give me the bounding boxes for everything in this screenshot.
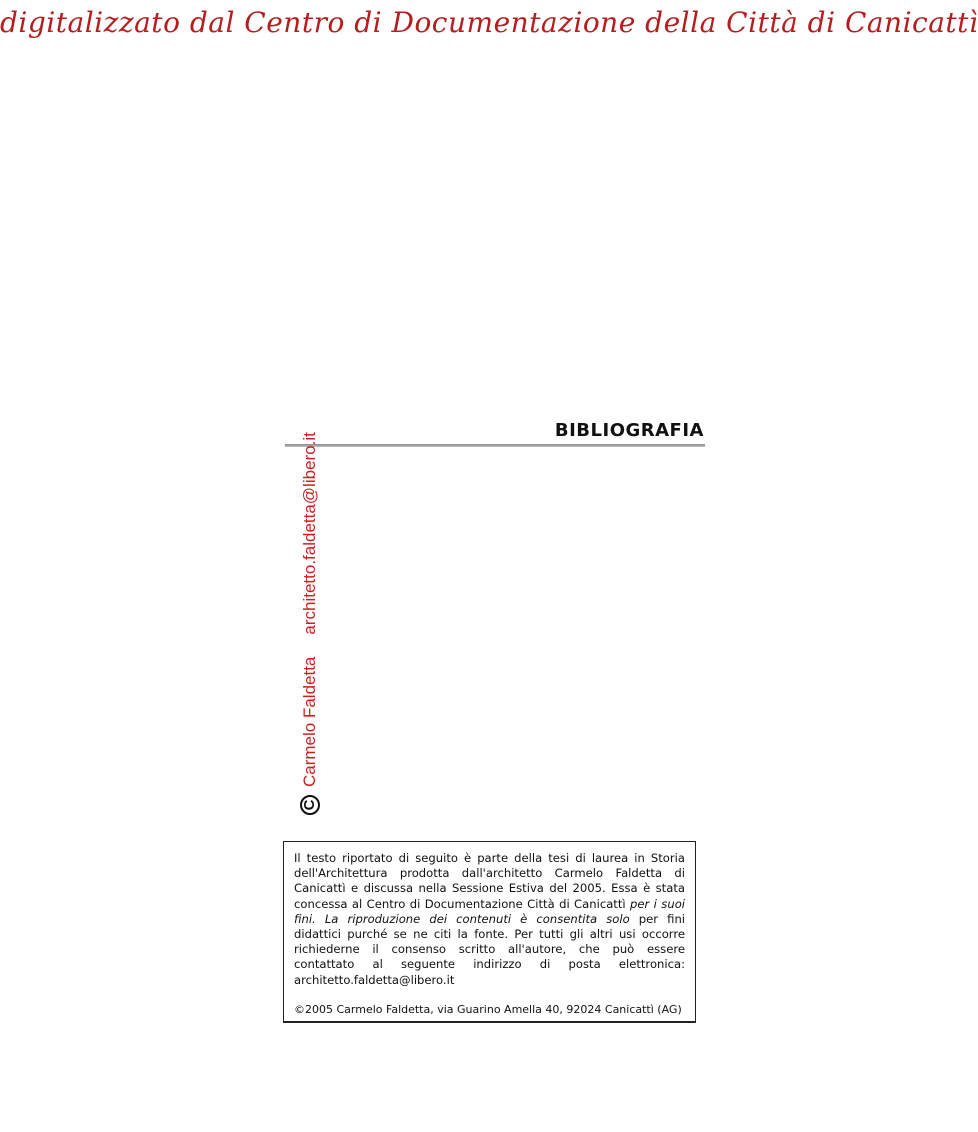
notice-text-italic: per i suoi fini. La riproduzione dei contenuti è consentita solo	[294, 896, 686, 926]
section-divider	[285, 444, 705, 447]
credit-author: Carmelo Faldetta	[300, 656, 319, 787]
digitization-banner: digitalizzato dal Centro di Documentazione della Città di Canicattì	[0, 6, 978, 39]
copyright-icon: C	[300, 795, 320, 815]
vertical-credit	[300, 432, 320, 815]
copyright-notice-box	[283, 841, 696, 1023]
notice-body	[294, 851, 685, 988]
section-title: BIBLIOGRAFIA	[554, 420, 704, 441]
credit-email: architetto.faldetta@libero.it	[300, 432, 319, 635]
notice-text-2: per fini didattici purché se ne citi la fonte. Per tutti gli altri usi occorre richiederne il consenso scritto all'autore, che può essere contattato al seguente indirizzo di posta elettronica: architetto.faldetta@libero.it	[294, 911, 686, 987]
notice-text-1: Il testo riportato di seguito è parte della tesi di laurea in Storia dell'Architettura prodotta dall'architetto Carmelo Faldetta di Canicattì e discussa nella Sessione Estiva del 2005. Essa è stata concessa al Centro di Documentazione Città di Canicattì	[294, 851, 685, 911]
notice-footer: ©2005 Carmelo Faldetta, via Guarino Amella 40, 92024 Canicattì (AG)	[294, 1002, 682, 1016]
